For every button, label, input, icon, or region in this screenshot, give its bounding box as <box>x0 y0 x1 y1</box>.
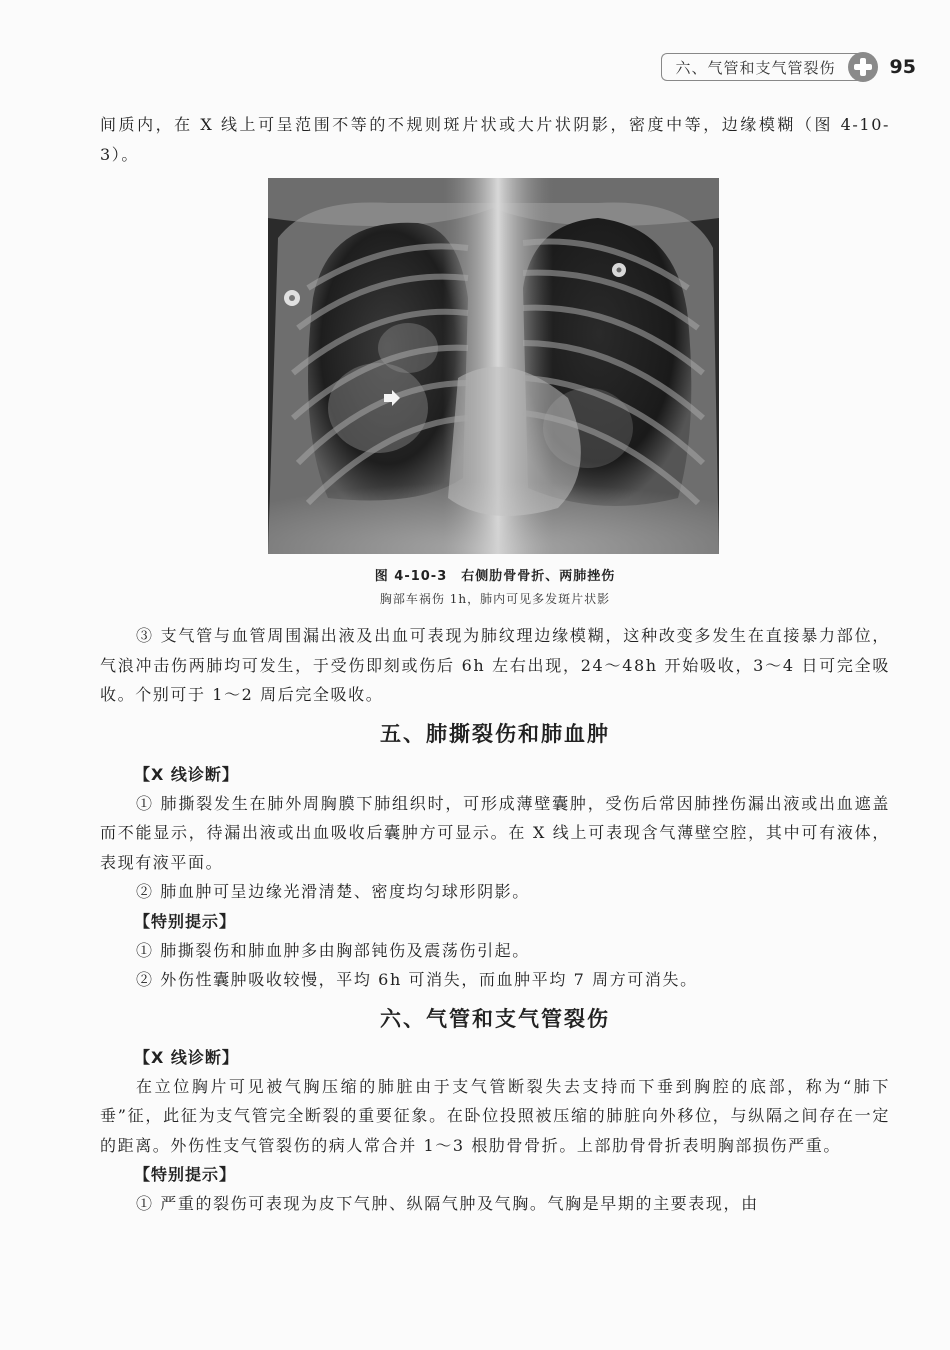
caption-note: 胸部车祸伤 1h，肺内可见多发斑片状影 <box>379 592 611 606</box>
section-5-xray-item-2: ② 肺血肿可呈边缘光滑清楚、密度均匀球形阴影。 <box>136 882 530 901</box>
chest-xray-image <box>268 178 719 554</box>
section-5-xray-item-1: ① 肺撕裂发生在肺外周胸膜下肺组织时，可形成薄壁囊肿，受伤后常因肺挫伤漏出液或出血遮盖而不能显示，待漏出液或出血吸收后囊肿方可显示。在 X 线上可表现含气薄壁空腔，其中可有液体，表现有液平面。 <box>100 793 890 872</box>
section-5-xray-label: 【X 线诊断】 <box>134 764 239 784</box>
section-6-tip-1: ① 严重的裂伤可表现为皮下气肿、纵隔气肿及气胸。气胸是早期的主要表现，由 <box>136 1194 759 1213</box>
xray-illustration <box>268 178 719 554</box>
running-header <box>661 52 916 82</box>
body-text <box>100 621 890 1219</box>
section-6-xray-label: 【X 线诊断】 <box>134 1047 239 1067</box>
intro-paragraph: 间质内，在 X 线上可呈范围不等的不规则斑片状或大片状阴影，密度中等，边缘模糊（图 4-10-3）。 <box>100 115 890 164</box>
figure-caption <box>100 566 890 610</box>
section-6-heading: 六、气管和支气管裂伤 <box>380 1005 610 1031</box>
section-5-tip-1: ① 肺撕裂伤和肺血肿多由胸部钝伤及震荡伤引起。 <box>136 940 530 960</box>
intro-block <box>100 110 890 169</box>
caption-title: 图 4-10-3 右侧肋骨骨折、两肺挫伤 <box>374 569 616 584</box>
section-6-xray-text: 在立位胸片可见被气胸压缩的肺脏由于支气管断裂失去支持而下垂到胸腔的底部，称为“肺下垂”征，此征为支气管完全断裂的重要征象。在卧位投照被压缩的肺脏向外移位，与纵隔之间存在一定的距离。外伤性支气管裂伤的病人常合并 1～3 根肋骨骨折。上部肋骨骨折表明胸部损伤严重。 <box>100 1076 890 1155</box>
page-number: 95 <box>889 56 916 78</box>
section-5-tip-2: ② 外伤性囊肿吸收较慢，平均 6h 可消失，而血肿平均 7 周方可消失。 <box>136 970 698 989</box>
paragraph-3: ③ 支气管与血管周围漏出液及出血可表现为肺纹理边缘模糊，这种改变多发生在直接暴力部位，气浪冲击伤两肺均可发生，于受伤即刻或伤后 6h 左右出现，24～48h 开始吸收，3～4 日可完全吸收。个别可于 1～2 周后完全吸收。 <box>100 626 890 704</box>
section-tab: 六、气管和支气管裂伤 <box>661 53 860 81</box>
section-5-heading: 五、肺撕裂伤和肺血肿 <box>380 720 610 746</box>
section-6-tips-label: 【特别提示】 <box>134 1165 237 1184</box>
section-5-tips-label: 【特别提示】 <box>134 911 237 931</box>
medical-cross-icon <box>848 52 878 82</box>
